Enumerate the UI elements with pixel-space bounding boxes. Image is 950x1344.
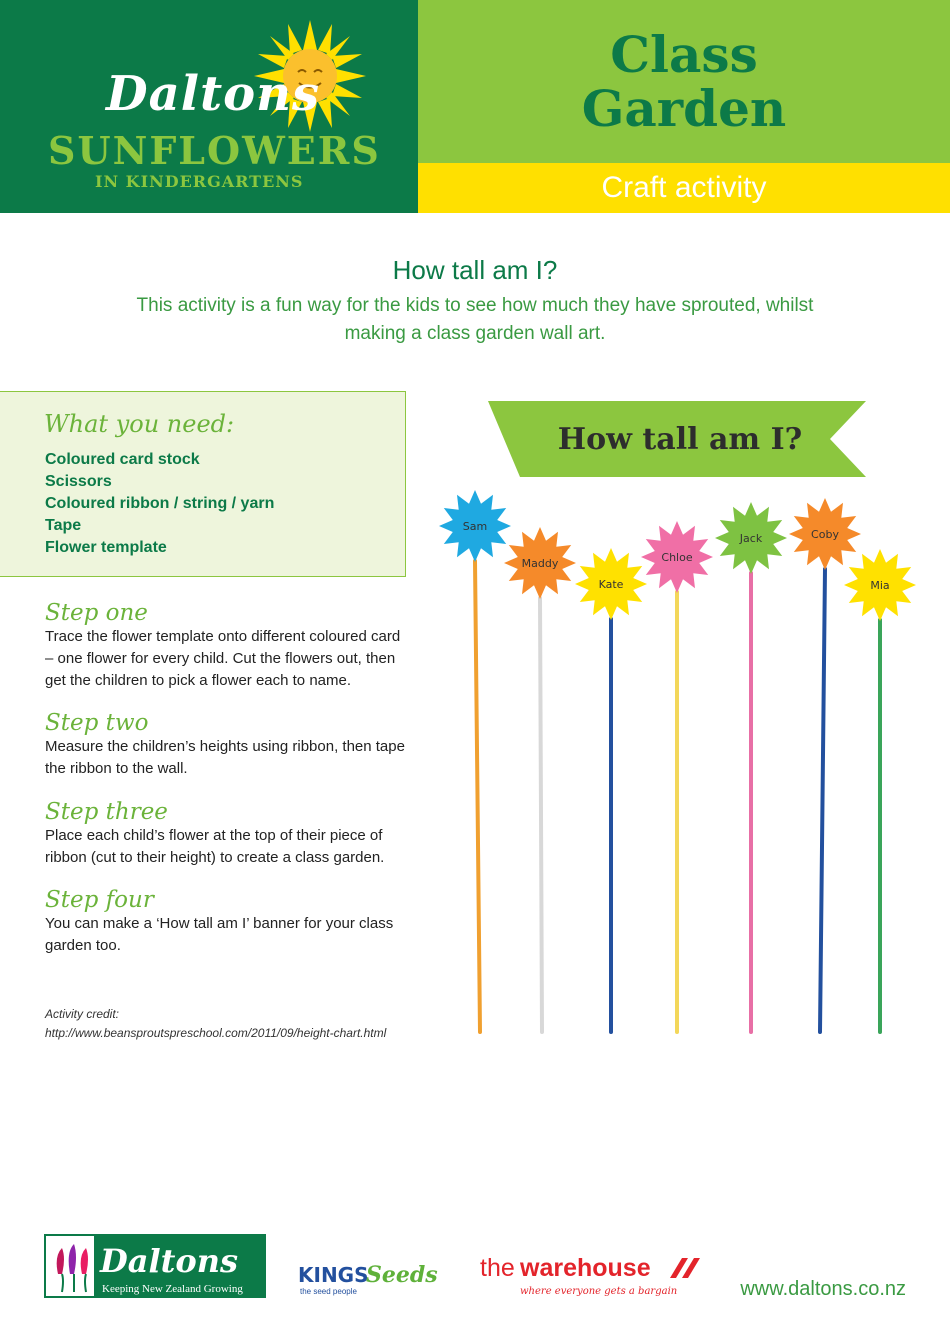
kings-text: KINGS	[298, 1263, 369, 1287]
flower-name: Coby	[811, 528, 839, 541]
warehouse-name: warehouse	[520, 1254, 651, 1282]
kings-tagline: the seed people	[300, 1287, 357, 1296]
kings-seeds-logo	[296, 1252, 456, 1298]
the-warehouse-logo	[478, 1250, 708, 1300]
website-link[interactable]: www.daltons.co.nz	[740, 1278, 906, 1300]
banner-text: How tall am I?	[557, 422, 803, 457]
brand-kindergartens: IN KINDERGARTENS	[95, 172, 304, 191]
flower-group	[439, 490, 916, 1032]
step-three	[45, 799, 405, 869]
flower-ribbon	[540, 598, 542, 1032]
height-chart-illustration	[430, 395, 930, 1045]
step-title: Step four	[45, 887, 154, 913]
brand-sunflowers: SUNFLOWERS	[48, 128, 381, 173]
title-line-2: Garden	[581, 79, 787, 138]
needs-list	[45, 449, 274, 559]
step-title: Step two	[45, 710, 149, 736]
daltons-footer-logo	[44, 1234, 266, 1298]
step-text: Place each child’s flower at the top of their piece of ribbon (cut to their height) to create a class garden.	[45, 827, 385, 866]
page-subtitle: Craft activity	[601, 171, 767, 204]
needs-item: Coloured card stock	[45, 451, 200, 468]
credit-label: Activity credit:	[45, 1007, 120, 1021]
needs-item: Flower template	[45, 539, 167, 556]
intro-title: How tall am I?	[392, 255, 558, 285]
seeds-text: Seeds	[366, 1262, 438, 1288]
warehouse-tagline: where everyone gets a bargain	[520, 1286, 678, 1297]
warehouse-the: the	[480, 1254, 515, 1282]
step-title: Step three	[45, 799, 168, 825]
footer-daltons-tagline: Keeping New Zealand Growing	[102, 1283, 243, 1295]
step-two	[45, 710, 405, 780]
activity-credit	[45, 1005, 386, 1043]
flower-ribbon	[475, 561, 480, 1032]
credit-url[interactable]: http://www.beansproutspreschool.com/2011/09/height-chart.html	[45, 1026, 387, 1040]
needs-item: Coloured ribbon / string / yarn	[45, 495, 275, 512]
title-line-1: Class	[610, 25, 758, 84]
step-text: You can make a ‘How tall am I’ banner for your class garden too.	[45, 915, 394, 954]
flower-name: Sam	[462, 520, 488, 533]
flower-name: Jack	[739, 532, 763, 545]
flower-name: Maddy	[521, 557, 559, 570]
step-four	[45, 887, 405, 957]
step-title: Step one	[45, 600, 148, 626]
flower-name: Chloe	[661, 551, 693, 564]
needs-item: Tape	[45, 517, 82, 534]
page-title	[418, 25, 950, 138]
flower-name: Kate	[598, 578, 624, 591]
flower-name: Mia	[870, 579, 890, 592]
step-one	[45, 600, 405, 692]
needs-item: Scissors	[45, 473, 112, 490]
needs-title: What you need:	[44, 410, 235, 438]
footer-daltons-name: Daltons	[100, 1242, 239, 1280]
intro-text: This activity is a fun way for the kids to see how much they have sprouted, whilst making a class garden wall art.	[136, 295, 814, 344]
step-text: Trace the flower template onto different coloured card – one flower for every child. Cut the flowers out, then get the children to pick a flower each to name.	[45, 628, 401, 689]
brand-name: Daltons	[106, 66, 321, 122]
step-text: Measure the children’s heights using ribbon, then tape the ribbon to the wall.	[45, 738, 405, 777]
flower-ribbon	[820, 569, 825, 1032]
